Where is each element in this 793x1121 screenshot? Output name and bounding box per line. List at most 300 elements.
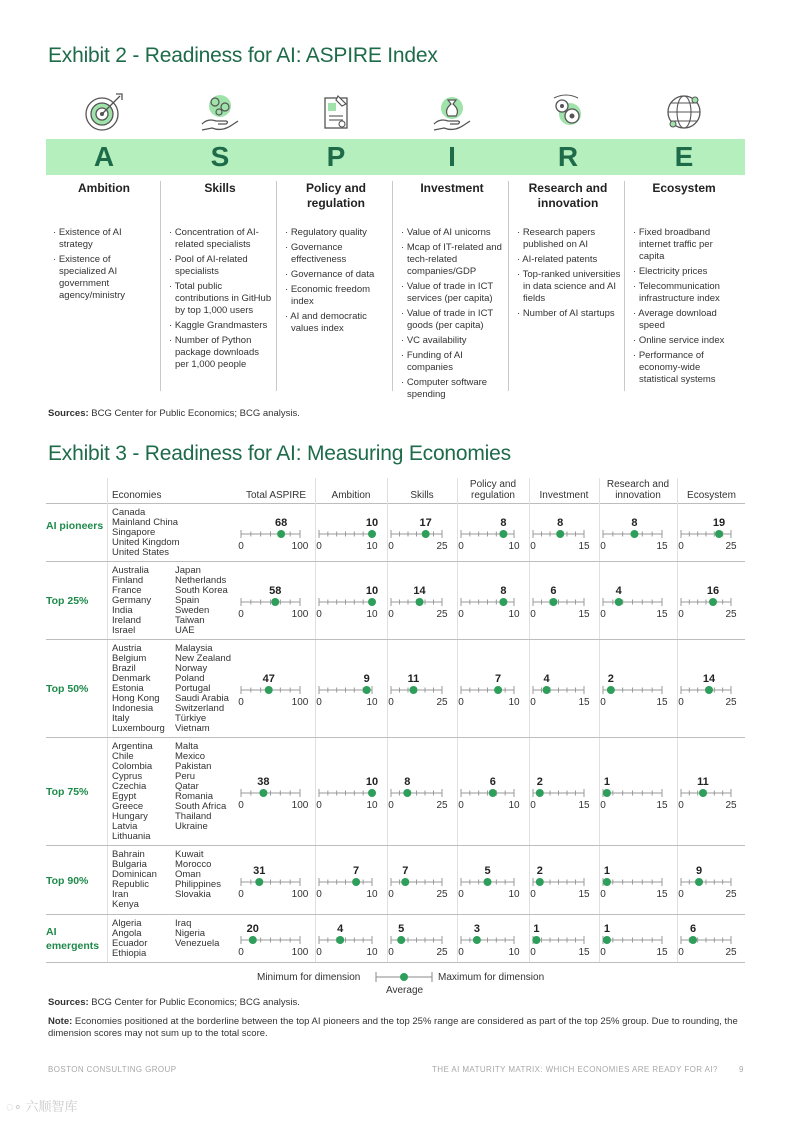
country-name: Taiwan (175, 615, 205, 626)
country-list-a (112, 644, 165, 734)
score-dot-plot (678, 668, 745, 716)
country-list-a (112, 508, 180, 558)
column-separator (160, 181, 161, 391)
axis-min-label: 0 (458, 697, 464, 708)
footer-left: BOSTON CONSULTING GROUP (48, 1065, 177, 1074)
axis-min-label: 0 (600, 697, 606, 708)
footer-right: THE AI MATURITY MATRIX: WHICH ECONOMIES ARE READY FOR AI? (432, 1065, 718, 1074)
country-name: Slovakia (175, 889, 211, 900)
axis-max-label: 25 (436, 800, 448, 811)
score-dot-plot (600, 860, 676, 908)
country-name: Austria (112, 643, 142, 654)
score-dot-plot (388, 860, 456, 908)
score-value-label: 10 (365, 585, 379, 597)
aspire-column-p (278, 181, 394, 338)
axis-max-label: 25 (725, 609, 737, 620)
score-dot (607, 686, 615, 694)
score-dot (549, 598, 557, 606)
indicator-item: · Economic freedom index (284, 284, 390, 308)
score-value-label: 1 (603, 776, 610, 788)
score-dot-plot (458, 580, 528, 628)
country-list-a (112, 566, 151, 636)
country-list-b (175, 566, 228, 636)
axis-max-label: 100 (291, 697, 309, 708)
axis-max-label: 25 (725, 947, 737, 958)
score-dot (255, 878, 263, 886)
axis-min-label: 0 (388, 609, 394, 620)
country-name: Iraq (175, 918, 192, 929)
score-dot-plot (530, 580, 598, 628)
axis-max-label: 15 (656, 800, 668, 811)
country-name: Dominican (112, 869, 157, 880)
exhibit-3-note (48, 1016, 748, 1040)
dimension-header: Ecosystem (687, 490, 736, 501)
exhibit-3-title: Exhibit 3 - Readiness for AI: Measuring Economies (48, 442, 511, 465)
watermark (6, 1096, 78, 1115)
score-dot (709, 598, 717, 606)
country-name: New Zealand (175, 653, 231, 664)
score-dot-plot (600, 771, 676, 819)
country-name: Ecuador (112, 938, 148, 949)
group-label: Top 50% (46, 683, 89, 695)
score-value-label: 38 (257, 776, 270, 788)
axis-min-label: 0 (316, 888, 322, 900)
country-name: Switzerland (175, 703, 225, 714)
country-name: Israel (112, 625, 136, 636)
country-name: Cyprus (112, 771, 143, 782)
country-name: Nigeria (175, 928, 206, 939)
axis-max-label: 25 (436, 541, 448, 552)
score-dot (403, 789, 411, 797)
score-dot-plot (458, 771, 528, 819)
score-dot-plot (238, 860, 314, 908)
score-value-label: 11 (407, 673, 420, 685)
policy-document-icon (278, 88, 394, 136)
indicator-item: · Value of AI unicorns (400, 227, 506, 239)
country-name: Algeria (112, 918, 142, 929)
country-name: Czechia (112, 781, 147, 792)
indicator-item: · Value of trade in ICT goods (per capita) (400, 308, 506, 332)
axis-min-label: 0 (238, 609, 244, 620)
score-dot (543, 686, 551, 694)
score-dot-plot (678, 512, 745, 560)
country-name: Bahrain (112, 849, 145, 860)
country-name: Malta (175, 741, 199, 752)
watermark-icon: ◌∘ (6, 1099, 26, 1114)
indicator-list (626, 227, 742, 386)
column-separator (508, 181, 509, 391)
country-name: Mainland China (112, 517, 179, 528)
indicator-item: · Governance of data (284, 269, 390, 281)
score-dot (705, 686, 713, 694)
axis-max-label: 100 (291, 541, 309, 552)
page-number: 9 (739, 1065, 744, 1074)
indicator-list (162, 227, 278, 371)
score-dot (473, 936, 481, 944)
score-dot (363, 686, 371, 694)
score-dot-plot (388, 668, 456, 716)
score-dot (494, 686, 502, 694)
axis-min-label: 0 (316, 947, 322, 958)
score-dot (409, 686, 417, 694)
score-dot (489, 789, 497, 797)
country-name: Greece (112, 801, 144, 812)
axis-min-label: 0 (388, 541, 394, 552)
indicator-list (510, 227, 626, 320)
research-gears-icon (510, 88, 626, 136)
score-dot-plot (238, 918, 314, 966)
score-dot-plot (530, 918, 598, 966)
score-dot (271, 598, 279, 606)
column-heading: Skills (204, 181, 236, 195)
score-value-label: 68 (274, 517, 288, 529)
target-icon (46, 88, 162, 136)
group-label: Top 25% (46, 595, 89, 607)
score-value-label: 20 (246, 923, 259, 935)
aspire-icon-row (46, 88, 745, 136)
score-dot (536, 878, 544, 886)
score-dot-plot (316, 771, 386, 819)
country-name: Ukraine (175, 821, 208, 832)
score-value-label: 1 (603, 923, 610, 935)
legend-max-label: Maximum for dimension (438, 972, 545, 983)
country-name: Italy (112, 713, 130, 724)
axis-min-label: 0 (316, 541, 322, 552)
country-name: Luxembourg (112, 723, 165, 734)
axis-max-label: 15 (656, 541, 668, 552)
country-name: Thailand (175, 811, 212, 822)
score-dot (336, 936, 344, 944)
country-name: Malaysia (175, 643, 213, 654)
axis-max-label: 10 (508, 888, 520, 900)
country-name: Denmark (112, 673, 151, 684)
country-name: Philippines (175, 879, 221, 890)
score-dot-plot (388, 771, 456, 819)
country-name: Belgium (112, 653, 147, 664)
country-name: Oman (175, 869, 201, 880)
score-value-label: 5 (398, 923, 405, 935)
axis-min-label: 0 (316, 609, 322, 620)
dimension-header: Policy and regulation (469, 479, 517, 501)
indicator-item: · VC availability (400, 335, 506, 347)
axis-max-label: 10 (508, 609, 520, 620)
score-dot-plot (458, 512, 528, 560)
axis-max-label: 15 (656, 888, 668, 900)
country-name: Iran (112, 889, 129, 900)
exhibit-2-title: Exhibit 2 - Readiness for AI: ASPIRE Index (48, 44, 438, 67)
indicator-item: · Telecommunication infrastructure index (632, 281, 738, 305)
country-name: Colombia (112, 761, 153, 772)
country-list-a (112, 919, 147, 959)
score-value-label: 8 (500, 517, 507, 529)
score-dot (259, 789, 267, 797)
country-name: Mexico (175, 751, 206, 762)
country-name: Estonia (112, 683, 144, 694)
aspire-column-a (46, 181, 162, 305)
score-dot (249, 936, 257, 944)
score-dot-plot (458, 918, 528, 966)
group-label: AI pioneers (46, 520, 104, 532)
indicator-item: · Computer software spending (400, 377, 506, 401)
country-name: Poland (175, 673, 205, 684)
score-dot-plot (316, 918, 386, 966)
score-dot (368, 530, 376, 538)
indicator-item: · Funding of AI companies (400, 350, 506, 374)
score-value-label: 6 (550, 585, 557, 597)
sources-text: BCG Center for Public Economics; BCG analysis. (91, 408, 300, 419)
score-value-label: 58 (269, 585, 282, 597)
axis-min-label: 0 (388, 947, 394, 958)
indicator-list (394, 227, 510, 401)
score-dot-plot (388, 580, 456, 628)
country-name: Kenya (112, 899, 139, 910)
dimension-header: Ambition (331, 490, 371, 501)
score-value-label: 5 (484, 864, 491, 877)
column-heading: Ambition (78, 181, 130, 195)
country-name: Egypt (112, 791, 137, 802)
score-dot-plot (316, 860, 386, 908)
note-text: Economies positioned at the borderline between the top AI pioneers and the top 25% range are considered as part of the top 25% group. Due to rounding, the dimension scores may not sum up to the total score. (48, 1016, 738, 1039)
country-name: South Africa (175, 801, 227, 812)
aspire-column-r (510, 181, 626, 323)
score-dot (689, 936, 697, 944)
letter-i: I (448, 141, 456, 172)
axis-max-label: 25 (436, 697, 448, 708)
score-value-label: 7 (402, 864, 409, 877)
axis-max-label: 25 (725, 697, 737, 708)
axis-min-label: 0 (600, 541, 606, 552)
axis-max-label: 100 (291, 609, 309, 620)
score-value-label: 8 (557, 517, 564, 529)
indicator-item: · Number of Python package downloads per 1,000 people (168, 335, 274, 371)
axis-max-label: 100 (291, 947, 309, 958)
score-dot-plot (238, 512, 314, 560)
score-dot-plot (458, 668, 528, 716)
axis-max-label: 10 (508, 800, 520, 811)
axis-min-label: 0 (678, 888, 684, 900)
indicator-item: · Total public contributions in GitHub by top 1,000 users (168, 281, 274, 317)
axis-max-label: 25 (725, 888, 737, 900)
axis-min-label: 0 (388, 800, 394, 811)
axis-max-label: 10 (366, 888, 378, 900)
score-value-label: 10 (365, 517, 379, 529)
axis-min-label: 0 (316, 697, 322, 708)
score-dot-plot (600, 918, 676, 966)
score-dot-plot (600, 512, 676, 560)
score-value-label: 8 (500, 585, 507, 597)
axis-min-label: 0 (238, 541, 244, 552)
score-dot (630, 530, 638, 538)
score-dot (695, 878, 703, 886)
score-value-label: 14 (702, 673, 716, 685)
score-dot-plot (530, 771, 598, 819)
score-dot (368, 598, 376, 606)
axis-max-label: 15 (656, 947, 668, 958)
score-value-label: 1 (603, 864, 610, 877)
country-name: Lithuania (112, 831, 151, 842)
country-name: India (112, 605, 133, 616)
axis-max-label: 15 (578, 541, 590, 552)
indicator-item: · Kaggle Grandmasters (168, 320, 274, 332)
score-dot-plot (678, 860, 745, 908)
axis-min-label: 0 (238, 800, 244, 811)
axis-max-label: 10 (508, 697, 520, 708)
country-name: Chile (112, 751, 134, 762)
score-dot (699, 789, 707, 797)
axis-min-label: 0 (238, 947, 244, 958)
country-name: Sweden (175, 605, 210, 616)
aspire-column-s (162, 181, 278, 374)
indicator-item: · Average download speed (632, 308, 738, 332)
score-value-label: 2 (536, 864, 543, 877)
country-name: Republic (112, 879, 149, 890)
score-value-label: 9 (695, 864, 703, 877)
score-dot (615, 598, 623, 606)
axis-min-label: 0 (530, 697, 536, 708)
axis-min-label: 0 (600, 609, 606, 620)
country-name: Saudi Arabia (175, 693, 229, 704)
score-dot-plot (458, 860, 528, 908)
axis-min-label: 0 (238, 888, 244, 900)
axis-max-label: 25 (436, 888, 448, 900)
legend-min-label: Minimum for dimension (257, 972, 361, 983)
score-value-label: 6 (489, 776, 496, 788)
letter-r: R (557, 141, 579, 172)
column-heading: Investment (420, 181, 484, 195)
country-name: South Korea (175, 585, 228, 596)
axis-min-label: 0 (530, 800, 536, 811)
score-dot-plot (316, 668, 386, 716)
country-name: Hungary (112, 811, 148, 822)
axis-min-label: 0 (316, 800, 322, 811)
score-value-label: 7 (495, 673, 502, 685)
axis-max-label: 15 (656, 697, 668, 708)
axis-min-label: 0 (678, 609, 684, 620)
letter-a: A (93, 141, 115, 172)
score-value-label: 8 (631, 517, 638, 529)
score-value-label: 19 (712, 517, 726, 529)
row-rule (46, 639, 745, 640)
axis-max-label: 15 (578, 609, 590, 620)
axis-min-label: 0 (458, 541, 464, 552)
axis-min-label: 0 (600, 888, 606, 900)
score-dot-plot (530, 512, 598, 560)
aspire-column-e (626, 181, 742, 389)
axis-min-label: 0 (530, 541, 536, 552)
score-dot-plot (238, 771, 314, 819)
country-name: Singapore (112, 527, 156, 538)
note-label: Note: (48, 1016, 73, 1027)
indicator-item: · Electricity prices (632, 266, 738, 278)
indicator-item: · Governance effectiveness (284, 242, 390, 266)
dimension-header: Total ASPIRE (245, 490, 307, 501)
row-rule (46, 914, 745, 915)
sources-text-3: BCG Center for Public Economics; BCG analysis. (91, 997, 300, 1008)
economies-column-rule (107, 478, 108, 962)
axis-max-label: 100 (291, 800, 309, 811)
globe-network-icon (626, 88, 742, 136)
score-dot-plot (678, 918, 745, 966)
country-name: Ethiopia (112, 948, 147, 959)
column-heading: Ecosystem (652, 181, 716, 195)
country-name: Hong Kong (112, 693, 160, 704)
country-name: Netherlands (175, 575, 227, 586)
dimension-header: Investment (539, 490, 589, 501)
indicator-item: · AI and democratic values index (284, 311, 390, 335)
country-name: Qatar (175, 781, 199, 792)
row-rule (46, 737, 745, 738)
axis-max-label: 25 (725, 541, 737, 552)
letter-p: P (326, 141, 346, 172)
dimension-header: Skills (410, 490, 434, 501)
exhibit-2-sources (48, 408, 300, 419)
axis-min-label: 0 (678, 800, 684, 811)
column-heading: Policy and regulation (305, 181, 367, 210)
score-dot-plot (600, 668, 676, 716)
skills-hand-icon (162, 88, 278, 136)
country-name: Japan (175, 565, 201, 576)
country-name: Bulgaria (112, 859, 147, 870)
score-value-label: 2 (607, 673, 614, 685)
country-name: Portugal (175, 683, 211, 694)
axis-min-label: 0 (600, 800, 606, 811)
axis-min-label: 0 (678, 697, 684, 708)
score-value-label: 6 (689, 923, 697, 935)
score-dot (499, 530, 507, 538)
score-dot-plot (388, 918, 456, 966)
exhibit-3-sources (48, 997, 300, 1008)
country-list-b (175, 850, 221, 900)
score-dot-plot (530, 860, 598, 908)
indicator-item: · Regulatory quality (284, 227, 390, 239)
score-dot (536, 789, 544, 797)
investment-hand-icon (394, 88, 510, 136)
indicator-item: · Fixed broadband internet traffic per capita (632, 227, 738, 263)
country-name: Ireland (112, 615, 142, 626)
score-value-label: 4 (543, 673, 550, 685)
legend-range-marker (374, 970, 434, 984)
score-dot-plot (678, 771, 745, 819)
axis-max-label: 15 (578, 947, 590, 958)
score-dot (422, 530, 430, 538)
watermark-text: 六顺智库 (25, 1099, 78, 1114)
country-name: Spain (175, 595, 200, 606)
score-dot (499, 598, 507, 606)
axis-min-label: 0 (458, 947, 464, 958)
sources-label: Sources: (48, 408, 89, 419)
country-name: Germany (112, 595, 152, 606)
country-list-b (175, 919, 219, 949)
axis-min-label: 0 (678, 947, 684, 958)
score-value-label: 2 (536, 776, 543, 788)
country-name: Finland (112, 575, 144, 586)
column-heading: Research and innovation (528, 181, 608, 210)
axis-max-label: 25 (436, 947, 448, 958)
score-dot (265, 686, 273, 694)
axis-min-label: 0 (388, 697, 394, 708)
score-dot (556, 530, 564, 538)
score-dot (368, 789, 376, 797)
column-separator (392, 181, 393, 391)
axis-min-label: 0 (530, 888, 536, 900)
score-value-label: 11 (697, 776, 709, 788)
score-dot (603, 878, 611, 886)
axis-max-label: 25 (725, 800, 737, 811)
column-separator (624, 181, 625, 391)
axis-max-label: 10 (366, 800, 378, 811)
score-dot-plot (600, 580, 676, 628)
score-value-label: 31 (253, 864, 266, 877)
